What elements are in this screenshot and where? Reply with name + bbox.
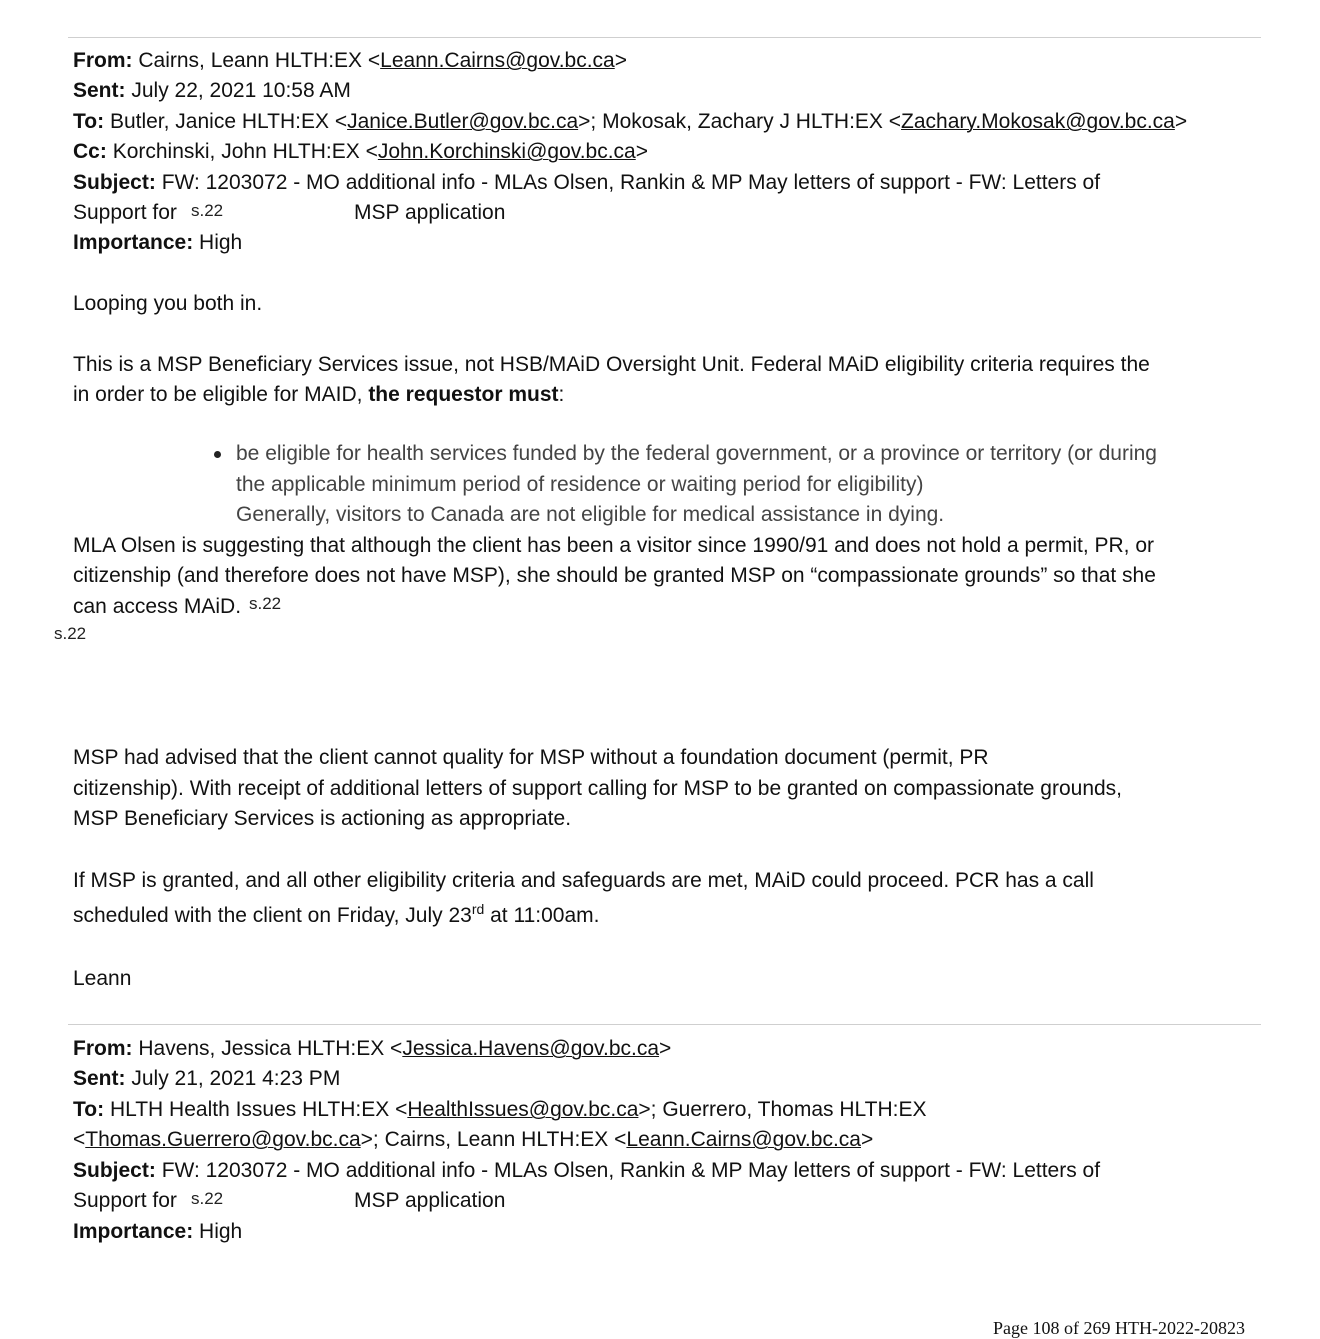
redaction-label: s.22: [249, 594, 282, 613]
email1-subject: Subject: FW: 1203072 - MO additional info - MLAs Olsen, Rankin & MP May letters of support - FW: Letters of: [73, 171, 1101, 194]
email2-to-email-link-2[interactable]: Thomas.Guerrero@gov.bc.ca: [85, 1128, 361, 1151]
body-paragraph-3-line-2: citizenship (and therefore does not have MSP), she should be granted MSP on “compassionate grounds” so that she: [73, 564, 1156, 587]
email1-to-email-link-1[interactable]: Janice.Butler@gov.bc.ca: [347, 110, 579, 133]
email2-subject: Subject: FW: 1203072 - MO additional info - MLAs Olsen, Rankin & MP May letters of support - FW: Letters of: [73, 1159, 1101, 1182]
body-paragraph-2-line-1: This is a MSP Beneficiary Services issue, not HSB/MAiD Oversight Unit. Federal MAiD eligibility criteria requires the: [73, 353, 1150, 376]
bullet-line-1: be eligible for health services funded by the federal government, or a province or territory (or during: [236, 442, 1157, 465]
email1-sent: Sent: July 22, 2021 10:58 AM: [73, 79, 351, 102]
email1-from-email-link[interactable]: Leann.Cairns@gov.bc.ca: [380, 49, 615, 72]
email2-subject-cont: Support for: [73, 1189, 177, 1212]
email2-subject-end: MSP application: [354, 1189, 506, 1212]
bullet-line-2: the applicable minimum period of residence or waiting period for eligibility): [236, 473, 924, 496]
email1-cc: Cc: Korchinski, John HLTH:EX <John.Korchinski@gov.bc.ca>: [73, 140, 648, 163]
body-paragraph-1: Looping you both in.: [73, 292, 263, 315]
body-paragraph-4-line-3: MSP Beneficiary Services is actioning as appropriate.: [73, 807, 572, 830]
email2-to: To: HLTH Health Issues HLTH:EX <HealthIssues@gov.bc.ca>; Guerrero, Thomas HLTH:EX: [73, 1098, 927, 1121]
email1-to: To: Butler, Janice HLTH:EX <Janice.Butler@gov.bc.ca>; Mokosak, Zachary J HLTH:EX <Zachary.Mokosak@gov.bc.ca>: [73, 110, 1188, 133]
email1-cc-email-link[interactable]: John.Korchinski@gov.bc.ca: [377, 140, 636, 163]
header-divider: [68, 1024, 1261, 1025]
header-divider: [68, 37, 1261, 38]
email1-from: From: Cairns, Leann HLTH:EX <Leann.Cairns@gov.bc.ca>: [73, 49, 627, 72]
body-paragraph-5-line-2: scheduled with the client on Friday, July 23rd at 11:00am.: [73, 901, 600, 927]
email2-to-email-link-3[interactable]: Leann.Cairns@gov.bc.ca: [626, 1128, 861, 1151]
signature: Leann: [73, 967, 132, 990]
redaction-label: s.22: [54, 624, 87, 643]
body-paragraph-4-line-1: MSP had advised that the client cannot quality for MSP without a foundation document (permit, PR: [73, 746, 989, 769]
email2-from: From: Havens, Jessica HLTH:EX <Jessica.Havens@gov.bc.ca>: [73, 1037, 672, 1060]
email2-to-email-link-1[interactable]: HealthIssues@gov.bc.ca: [407, 1098, 639, 1121]
email2-subject-redaction: s.22: [191, 1189, 224, 1208]
email1-subject-redaction: s.22: [191, 201, 224, 220]
body-paragraph-2-line-2: in order to be eligible for MAID, the requestor must:: [73, 383, 565, 406]
email1-subject-end: MSP application: [354, 201, 506, 224]
page-footer: Page 108 of 269 HTH-2022-20823: [993, 1318, 1245, 1338]
body-paragraph-3-line-3: can access MAiD.: [73, 595, 242, 618]
bullet-line-3: Generally, visitors to Canada are not eligible for medical assistance in dying.: [236, 503, 945, 526]
body-paragraph-3-line-1: MLA Olsen is suggesting that although the client has been a visitor since 1990/91 and does not hold a permit, PR, or: [73, 534, 1154, 557]
body-paragraph-5-line-1: If MSP is granted, and all other eligibility criteria and safeguards are met, MAiD could proceed. PCR has a call: [73, 869, 1094, 892]
email1-to-email-link-2[interactable]: Zachary.Mokosak@gov.bc.ca: [901, 110, 1175, 133]
email1-subject-cont: Support for: [73, 201, 177, 224]
email2-to-cont: <Thomas.Guerrero@gov.bc.ca>; Cairns, Leann HLTH:EX <Leann.Cairns@gov.bc.ca>: [73, 1128, 874, 1151]
bullet-icon: [214, 451, 221, 458]
body-paragraph-4-line-2: citizenship). With receipt of additional letters of support calling for MSP to be granted on compassionate grounds,: [73, 777, 1123, 800]
email2-from-email-link[interactable]: Jessica.Havens@gov.bc.ca: [402, 1037, 660, 1060]
email1-importance: Importance: High: [73, 231, 243, 254]
email2-sent: Sent: July 21, 2021 4:23 PM: [73, 1067, 341, 1090]
email2-importance: Importance: High: [73, 1220, 243, 1243]
